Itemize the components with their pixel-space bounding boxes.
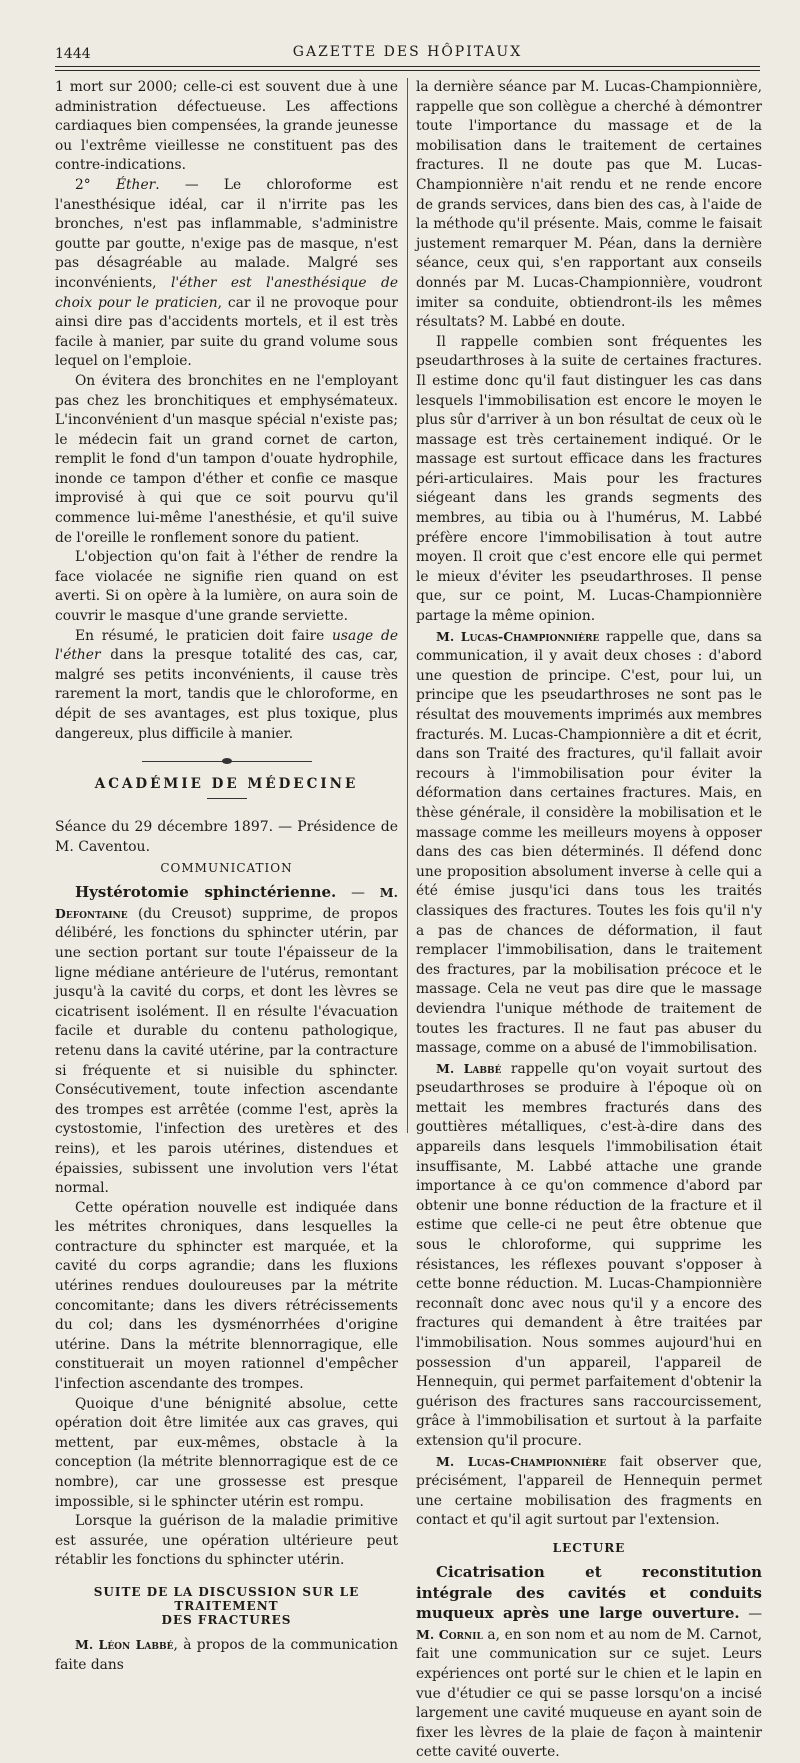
author-name: M. Cornil	[416, 1626, 483, 1642]
subsection-heading: DES FRACTURES	[161, 1612, 292, 1627]
paragraph: M. Labbé rappelle qu'on voyait surtout des pseudarthroses se produire à l'époque où on mettait les membres fracturés dans des gouttières métalliques, c'est-à-dire dans des appareils dans lesquels l'immobilisation était insuffisante, M. Labbé attache une grande importance à ce qu'on commence d'abord par obtenir une bonne réduction de la fracture et il estime que celle-ci ne peut être obtenue que sous le chloroforme, qui supprime les résistances, les réflexes pouvant s'opposer à cette bonne réduction. M. Lucas-Championnière reconnaît donc avec nous qu'il y a encore des fractures qui demandent à être traitées par l'immobilisation. Nous sommes aujourd'hui en possession d'un appareil, l'appareil de Hennequin, qui permet parfaitement d'obtenir la guérison des fractures sans raccourcissement, grâce à l'immobilisation et surtout à la parfaite extension qu'il procure.	[416, 1060, 762, 1449]
paragraph: Cette opération nouvelle est indiquée dans les métrites chroniques, dans lesquelles la contracture du sphincter est marquée, et la cavité du corps agrandie; dans les fluxions utérines rendues douloureuses par la métrite concomitante; dans les divers rétrécissements du col; dans les dysménorrhées d'origine utérine. Dans la métrite blennorragique, elle constituerait un moyen rationnel d'empêcher l'infection ascendante des trompes.	[55, 1199, 398, 1393]
author-name: M. Lucas-Championnière	[436, 628, 600, 644]
author-name: M. Labbé	[436, 1060, 502, 1076]
author-name: M. Lucas-Championnière	[436, 1453, 607, 1469]
ornament-divider	[142, 758, 312, 766]
column-divider	[407, 78, 408, 1133]
paragraph: M. Lucas-Championnière rappelle que, dans sa communication, il y avait deux choses : d'abord une question de principe. C'est, pour lui, un principe que les pseudarthroses ne sont pas le résultat des mouvements imprimés aux membres fracturés. M. Lucas-Championnière a dit et écrit, dans son Traité des fractures, qu'il fallait avoir recours à l'immobilisation pour éviter la déformation dans certaines fractures. Mais, en thèse générale, il considère la mobilisation et le massage comme les meilleurs moyens à opposer dans des cas bien déterminés. Il défend donc une proposition absolument inverse à celle qui a été émise jusqu'ici dans tous les traités classiques des fractures. Toutes les fois qu'il n'y a pas de chances de déformation, il faut remplacer l'immobilisation, dans le traitement des fractures, par la mobilisation précoce et le massage. Cela ne veut pas dire que le massage deviendra l'unique méthode de traitement de toutes les fractures. Il ne faut pas abuser du massage, comme on a abusé de l'immobilisation.	[416, 628, 763, 1057]
session-line: Séance du 29 décembre 1897. — Présidence de M. Caventou.	[55, 819, 398, 856]
paragraph: Quoique d'une bénignité absolue, cette opération doit être limitée aux cas graves, qui mettent, par eux-mêmes, obstacle à la conception (la métrite blennorragique est de ce nombre), car une grossesse est presque impossible, si le sphincter utérin est rompu.	[55, 1395, 398, 1510]
page-number: 1444	[55, 46, 91, 62]
paragraph-ether: 2° Éther. — Le chloroforme est l'anesthésique idéal, car il n'irrite pas les bronches, n'est pas inflammable, s'administre goutte par goutte, n'exige pas de masque, n'est pas désagréable au malade. Malgré ses inconvénients, l'éther est l'anesthésique de choix pour le praticien, car il ne provoque pour ainsi dire pas d'accidents mortels, et il est très facile à manier, par suite du grand volume sous lequel on l'emploie.	[55, 176, 398, 370]
paragraph-summary: En résumé, le praticien doit faire usage de l'éther dans la presque totalité des cas, car, malgré ses petits inconvénients, il cause très rarement la mort, tandis que le chloroforme, en dépit de ses avantages, est plus toxique, plus dangereux, plus difficile à manier.	[55, 627, 399, 742]
paragraph: Lorsque la guérison de la maladie primitive est assurée, une opération ultérieure peut rétablir les fonctions du sphincter utérin.	[55, 1513, 398, 1569]
paragraph: On évitera des bronchites en ne l'employant pas chez les bronchitiques et emphysémateux. L'inconvénient d'un masque spécial n'existe pas; le médecin fait un grand cornet de carton, remplit le fond d'un tampon d'ouate hydrophile, inonde ce tampon d'éther et confie ce masque improvisé à qui que ce soit pourvu qu'il commence lui-même l'anesthésie, et qu'il suive de l'oreille le ronflement sonore du patient.	[55, 372, 398, 546]
journal-title: GAZETTE DES HÔPITAUX	[292, 44, 523, 60]
paragraph: Il rappelle combien sont fréquentes les pseudarthroses à la suite de certaines fractures. Il estime donc qu'il faut distinguer les cas dans lesquels l'immobilisation est encore le moyen le plus sûr d'arriver à un bon résultat de ceux où le massage est très certainement indiqué. Or le massage est surtout efficace dans les fractures péri-articulaires. Mais pour les fractures siégeant dans les grands segments des membres, au tibia ou à l'humérus, M. Labbé préfère encore l'immobilisation à tout autre moyen. Il croit que c'est encore elle qui permet le mieux d'éviter les pseudarthroses. Il pense que, sur ce point, M. Lucas-Championnière partage la même opinion.	[416, 333, 762, 625]
subsection-heading: LECTURE	[552, 1540, 626, 1555]
left-column	[55, 78, 398, 1675]
emphasis: l'éther est l'anesthésique de choix pour le praticien	[55, 274, 398, 311]
article-title: Hystérotomie sphinctérienne.	[75, 883, 337, 902]
header-rule-top	[55, 66, 760, 67]
paragraph: M. Lucas-Championnière fait observer que, précisément, l'appareil de Hennequin permet une certaine mobilisation des fragments en contact et qu'il agit surtout par l'extension.	[416, 1453, 763, 1529]
header-rule-bottom	[55, 70, 760, 71]
paragraph-hysterotomie: Hystérotomie sphinctérienne. — M. Defontaine (du Creusot) supprime, de propos délibéré, les fonctions du sphincter utérin, par une section portant sur toute l'épaisseur de la ligne médiane antérieure de l'utérus, remontant jusqu'à la cavité du corps, et dont les lèvres se cicatrisent isolément. Il en résulte l'évacuation facile et durable du contenu pathologique, retenu dans la cavité utérine, par la contracture si fréquente et si nuisible du sphincter. Consécutivement, toute infection ascendante des trompes est arrêtée (comme l'est, après la cystostomie, l'infection des uretères et des reins), et les parois utérines, distendues et épaissies, subissent une involution vers l'état normal.	[55, 883, 398, 1197]
page-header	[55, 38, 760, 64]
right-column	[416, 78, 762, 1763]
paragraph: L'objection qu'on fait à l'éther de rendre la face violacée ne signifie rien quand on est averti. Si on opère à la lumière, on aura soin de couvrir le masque d'une grande serviette.	[55, 549, 398, 625]
paragraph-labbe: M. Léon Labbé, à propos de la communication faite dans	[55, 1636, 398, 1673]
ether-heading: Éther	[115, 176, 156, 193]
subsection-heading: COMMUNICATION	[160, 861, 293, 876]
paragraph: 1 mort sur 2000; celle-ci est souvent due à une administration défectueuse. Les affections cardiaques bien compensées, la grande jeunesse ou l'extrême vieillesse ne constituent pas des contre-indications.	[55, 79, 398, 174]
short-rule	[207, 798, 247, 799]
emphasis: usage de l'éther	[55, 627, 399, 664]
author-name: M. Defontaine	[55, 885, 398, 921]
section-title: ACADÉMIE DE MÉDECINE	[94, 776, 359, 793]
paragraph-cicatrisation: Cicatrisation et reconstitution intégrale des cavités et conduits muqueux après une large ouverture. — M. Cornil a, en son nom et au nom de M. Carnot, fait une communication sur ce sujet. Leurs expériences ont porté sur le chien et le lapin en vue d'étudier ce qui se passe lorsqu'on a incisé largement une cavité muqueuse en ayant soin de fixer les lèvres de la plaie de façon à maintenir cette cavité ouverte.	[416, 1562, 762, 1761]
subsection-heading: SUITE DE LA DISCUSSION SUR LE TRAITEMENT	[93, 1584, 360, 1613]
paragraph: la dernière séance par M. Lucas-Championnière, rappelle que son collègue a cherché à démontrer toute l'importance du massage et de la mobilisation dans le traitement de certaines fractures. Il ne doute pas que M. Lucas-Championnière n'ait rendu et ne rende encore de grands services, dans bien des cas, à l'aide de la méthode qu'il présente. Mais, comme le faisait justement remarquer M. Péan, dans la dernière séance, ceux qui, s'en rapportant aux conseils donnés par M. Lucas-Championnière, voudront imiter sa conduite, obtiendront-ils les mêmes résultats? M. Labbé en doute.	[416, 79, 762, 331]
article-title: Cicatrisation et reconstitution intégrale des cavités et conduits muqueux après une large ouverture.	[416, 1562, 762, 1623]
author-name: M. Léon Labbé	[75, 1636, 174, 1652]
